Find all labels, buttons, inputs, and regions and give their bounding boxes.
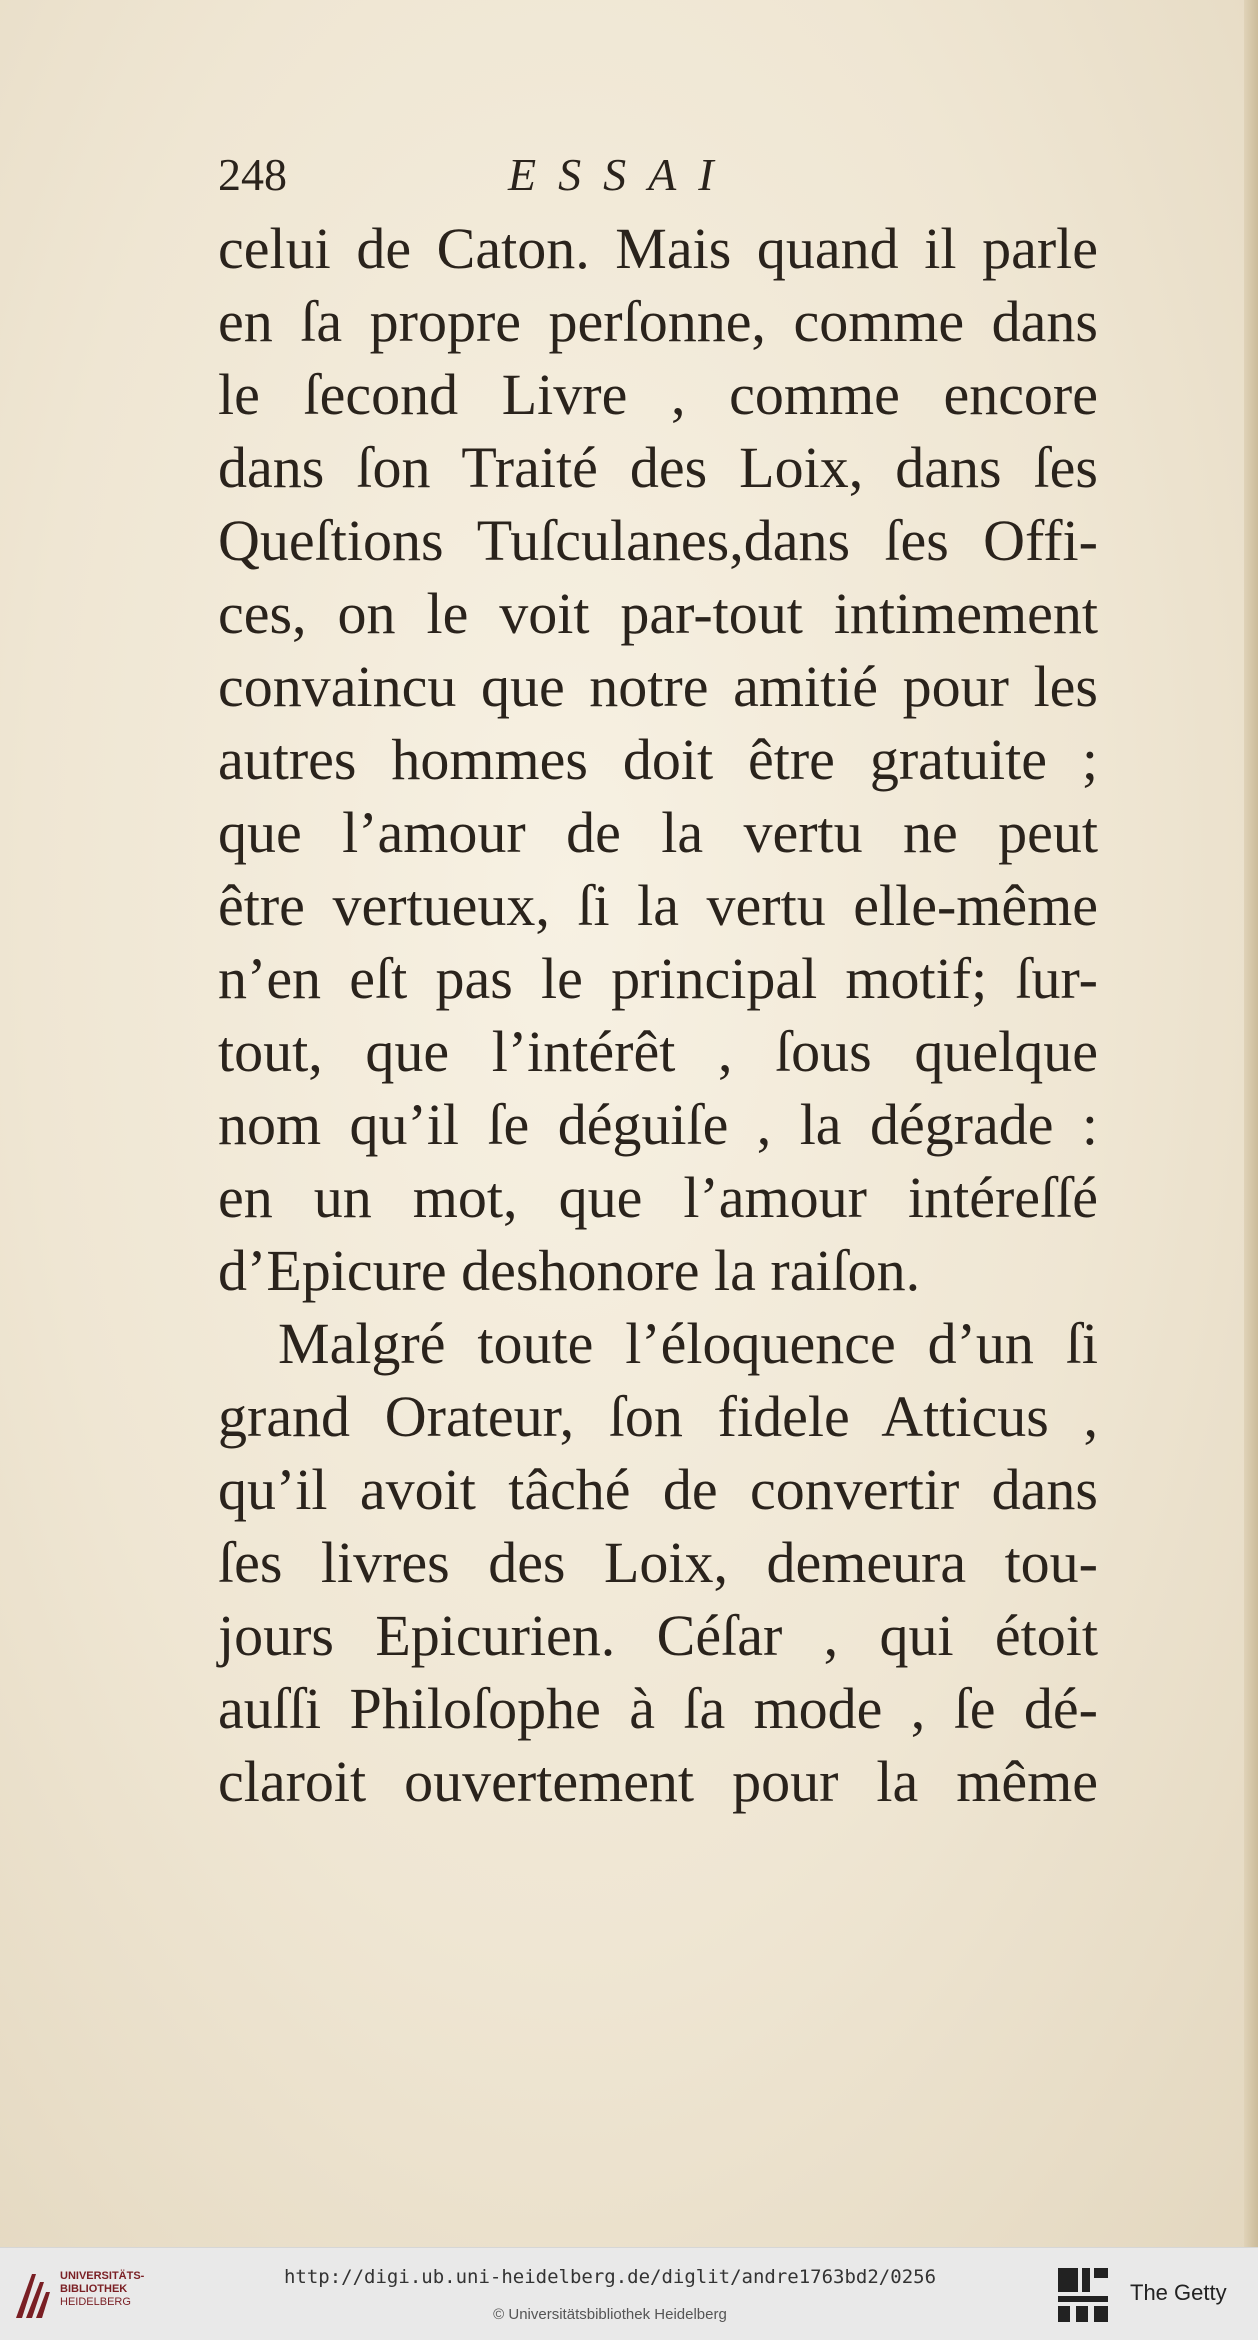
- text-line: autres hommes doit être gratuite ;: [218, 727, 1098, 792]
- text-line: auſſi Philoſophe à ſa mode , ſe dé-: [218, 1676, 1098, 1741]
- text-line: en ſa propre perſonne, comme dans: [218, 289, 1098, 354]
- viewer-footer: [0, 2247, 1258, 2340]
- text-line: Queſtions Tuſculanes,dans ſes Offi-: [218, 508, 1098, 573]
- text-line: dans ſon Traité des Loix, dans ſes: [218, 435, 1098, 500]
- copyright-notice: © Universitätsbibliothek Heidelberg: [493, 2306, 727, 2323]
- getty-logo-icon: [1054, 2264, 1112, 2326]
- text-line: celui de Caton. Mais quand il parle: [218, 216, 1098, 281]
- text-line: en un mot, que l’amour intéreſſé: [218, 1165, 1098, 1230]
- text-line: d’Epicure deshonore la raiſon.: [218, 1238, 921, 1303]
- text-line: qu’il avoit tâché de convertir dans: [218, 1457, 1098, 1522]
- text-line: ces, on le voit par-tout intimement: [218, 581, 1098, 646]
- partner-name: The Getty: [1130, 2280, 1227, 2305]
- running-title: ESSAI: [508, 149, 736, 200]
- text-line: être vertueux, ſi la vertu elle-même: [218, 873, 1098, 938]
- text-line: tout, que l’intérêt , ſous quelque: [218, 1019, 1098, 1084]
- permalink-url[interactable]: http://digi.ub.uni-heidelberg.de/diglit/andre1763bd2/0256: [283, 2266, 937, 2288]
- text-line: jours Epicurien. Céſar , qui étoit: [218, 1603, 1098, 1668]
- text-line: grand Orateur, ſon fidele Atticus ,: [218, 1384, 1098, 1449]
- university-library-logo-icon: [12, 2268, 54, 2324]
- body-text: [218, 212, 1098, 1818]
- running-head: [218, 145, 1118, 205]
- page-number: 248: [218, 149, 287, 200]
- library-name: [60, 2270, 144, 2309]
- library-name-line: BIBLIOTHEK: [60, 2283, 128, 2295]
- library-name-line: HEIDELBERG: [60, 2296, 131, 2308]
- text-line: nom qu’il ſe déguiſe , la dégrade :: [218, 1092, 1098, 1157]
- text-line: ſes livres des Loix, demeura tou-: [218, 1530, 1098, 1595]
- text-line: n’en eſt pas le principal motif; ſur-: [218, 946, 1098, 1011]
- library-name-line: UNIVERSITÄTS-: [60, 2270, 145, 2282]
- text-line: que l’amour de la vertu ne peut: [218, 800, 1098, 865]
- text-line: le ſecond Livre , comme encore: [218, 362, 1098, 427]
- page-edge: [1244, 0, 1258, 2247]
- text-line: claroit ouvertement pour la même: [218, 1749, 1098, 1814]
- text-line: convaincu que notre amitié pour les: [218, 654, 1098, 719]
- text-line: Malgré toute l’éloquence d’un ſi: [278, 1311, 1098, 1376]
